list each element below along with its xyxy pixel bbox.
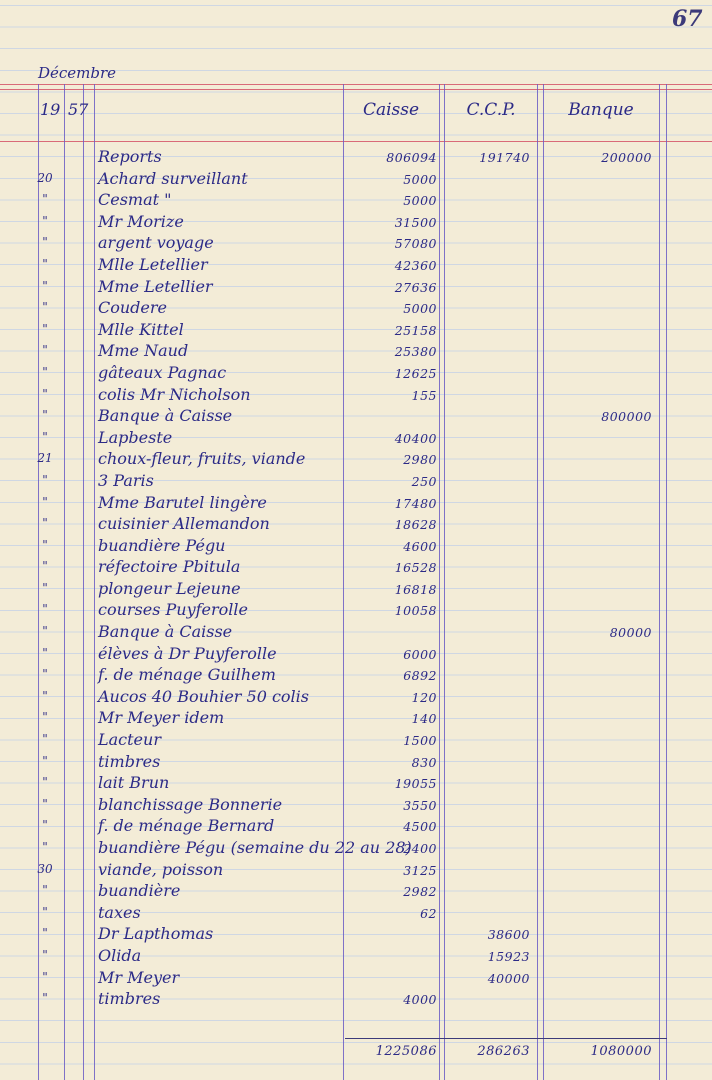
entry-label: f. de ménage Guilhem <box>98 665 276 685</box>
entry-label: Banque à Caisse <box>98 406 233 426</box>
entry-day: " <box>42 840 48 854</box>
column-header-ccp: C.C.P. <box>466 100 516 120</box>
entry-day: " <box>42 883 48 898</box>
entry-label: timbres <box>98 751 161 771</box>
entry-day: " <box>42 494 48 509</box>
ledger-row <box>0 556 712 578</box>
ledger-row <box>0 729 712 751</box>
entry-label: Mlle Kittel <box>98 319 184 339</box>
entry-caisse: 5000 <box>403 301 437 317</box>
entry-caisse: 5000 <box>403 193 437 209</box>
entry-label: gâteaux Pagnac <box>98 362 227 382</box>
entry-day: " <box>42 602 48 617</box>
entry-label: Mr Meyer idem <box>98 708 225 728</box>
ledger-row <box>0 340 712 362</box>
ledger-row <box>0 492 712 514</box>
entry-day: " <box>42 472 48 487</box>
ledger-row <box>0 319 712 341</box>
entry-caisse: 27636 <box>394 279 437 295</box>
entry-label: f. de ménage Bernard <box>98 816 275 836</box>
entry-day: " <box>42 516 48 531</box>
ledger-row <box>0 945 712 967</box>
entry-caisse: 10058 <box>394 603 437 619</box>
entry-day: " <box>42 645 48 660</box>
entry-banque: 80000 <box>609 625 652 641</box>
ledger-entries <box>0 146 712 1010</box>
ledger-row <box>0 599 712 621</box>
entry-day: " <box>42 947 48 962</box>
entry-label: colis Mr Nicholson <box>98 384 251 404</box>
column-header-caisse: Caisse <box>362 100 420 120</box>
entry-day: " <box>42 969 48 984</box>
ledger-row <box>0 859 712 881</box>
entry-day: " <box>42 775 48 790</box>
entry-label: réfectoire Pbitula <box>98 557 241 577</box>
column-header-banque: Banque <box>568 100 634 120</box>
entry-caisse: 42360 <box>394 257 437 273</box>
entry-caisse: 16818 <box>394 581 437 597</box>
entry-day: 20 <box>37 170 53 185</box>
entry-caisse: 4000 <box>403 992 437 1008</box>
entry-label: Reports <box>98 147 162 166</box>
red-rule-top-double <box>0 89 712 90</box>
entry-caisse: 2980 <box>403 452 437 468</box>
entry-day: " <box>42 256 48 271</box>
ledger-row <box>0 513 712 535</box>
entry-label: choux-fleur, fruits, viande <box>98 449 306 469</box>
entry-caisse: 57080 <box>394 236 437 252</box>
entry-caisse: 31500 <box>394 214 437 230</box>
entry-label: courses Puyferolle <box>98 600 249 620</box>
entry-day: " <box>42 624 48 639</box>
entry-label: Mlle Letellier <box>98 254 208 274</box>
entry-caisse: 4500 <box>403 819 437 835</box>
ledger-row <box>0 664 712 686</box>
ledger-row <box>0 448 712 470</box>
entry-label: buandière <box>98 881 181 901</box>
entry-day: " <box>42 753 48 768</box>
entry-caisse: 250 <box>411 473 437 489</box>
entry-label: timbres <box>98 989 161 1009</box>
entry-day: " <box>42 926 48 941</box>
entry-day: " <box>42 732 48 747</box>
ledger-row <box>0 254 712 276</box>
entry-day: " <box>42 321 48 336</box>
entry-label: Cesmat " <box>98 190 172 210</box>
ledger-row <box>0 470 712 492</box>
ledger-row <box>0 772 712 794</box>
total-rule <box>345 1038 667 1039</box>
ledger-row <box>0 686 712 708</box>
entry-day: " <box>42 192 48 207</box>
entry-ccp: 38600 <box>487 927 530 943</box>
ledger-row <box>0 988 712 1010</box>
page-number: 67 <box>672 6 703 32</box>
entry-day: " <box>42 710 48 725</box>
ledger-row <box>0 276 712 298</box>
entry-label: blanchissage Bonnerie <box>98 794 283 814</box>
ledger-row <box>0 146 712 168</box>
ledger-row <box>0 967 712 989</box>
year-last-digits: 57 <box>68 100 89 119</box>
entry-banque: 200000 <box>601 150 652 165</box>
ledger-row <box>0 384 712 406</box>
entry-day: " <box>42 300 48 315</box>
entry-day: " <box>42 796 48 811</box>
entry-day: " <box>42 429 48 444</box>
entry-caisse: 830 <box>411 754 437 770</box>
entry-day: " <box>42 343 48 358</box>
entry-label: Mme Barutel lingère <box>98 492 267 512</box>
entry-label: 3 Paris <box>98 470 154 490</box>
entry-day: 21 <box>37 451 53 466</box>
entry-day: 30 <box>37 861 53 876</box>
entry-day: " <box>42 688 48 703</box>
entry-ccp: 15923 <box>487 948 530 964</box>
entry-day: " <box>42 667 48 682</box>
ledger-row <box>0 837 712 859</box>
total-banque: 1080000 <box>590 1044 652 1059</box>
ledger-row <box>0 535 712 557</box>
entry-label: Mr Morize <box>98 211 184 231</box>
entry-label: argent voyage <box>98 233 214 253</box>
entry-label: buandière Pégu (semaine du 22 au 28) <box>98 838 412 857</box>
entry-banque: 800000 <box>601 409 652 425</box>
entry-day: " <box>42 580 48 595</box>
entry-label: viande, poisson <box>98 859 224 879</box>
entry-label: lait Brun <box>98 773 170 793</box>
entry-label: buandière Pégu <box>98 535 226 555</box>
ledger-row <box>0 751 712 773</box>
entry-label: Lapbeste <box>98 427 173 447</box>
entry-day: " <box>42 408 48 423</box>
entry-label: Mr Meyer <box>98 967 180 987</box>
entry-caisse: 18628 <box>394 517 437 533</box>
entry-caisse: 25158 <box>394 322 437 338</box>
entry-caisse: 62 <box>420 905 437 921</box>
month-label: Décembre <box>38 64 117 82</box>
total-caisse: 1225086 <box>375 1044 437 1059</box>
ledger-row <box>0 923 712 945</box>
entry-label: Banque à Caisse <box>98 622 233 642</box>
entry-caisse: 140 <box>411 711 437 727</box>
entry-day: " <box>42 386 48 401</box>
entry-label: Coudere <box>98 298 168 318</box>
entry-caisse: 5000 <box>403 171 437 187</box>
entry-day: " <box>42 991 48 1006</box>
entry-caisse: 25380 <box>394 344 437 360</box>
entry-day: " <box>42 818 48 833</box>
entry-caisse: 19055 <box>394 776 437 792</box>
entry-ccp: 191740 <box>479 150 530 165</box>
entry-caisse: 2400 <box>403 841 437 856</box>
ledger-row <box>0 643 712 665</box>
entry-day: " <box>42 364 48 379</box>
entry-caisse: 806094 <box>386 150 437 165</box>
entry-label: Olida <box>98 945 142 965</box>
entry-label: Lacteur <box>98 730 161 750</box>
entry-label: plongeur Lejeune <box>98 578 241 598</box>
entry-label: Aucos 40 Bouhier 50 colis <box>98 686 309 706</box>
ledger-row <box>0 902 712 924</box>
ledger-row <box>0 815 712 837</box>
entry-caisse: 120 <box>411 689 437 705</box>
entry-label: Dr Lapthomas <box>98 924 214 944</box>
ledger-row <box>0 297 712 319</box>
entry-caisse: 40400 <box>394 430 437 446</box>
ledger-row <box>0 211 712 233</box>
entry-caisse: 3550 <box>403 797 437 813</box>
ledger-row <box>0 189 712 211</box>
ledger-row <box>0 362 712 384</box>
red-rule-top <box>0 84 712 85</box>
entry-caisse: 1500 <box>403 733 437 749</box>
ledger-row <box>0 232 712 254</box>
entry-label: Mme Naud <box>98 341 189 361</box>
entry-day: " <box>42 235 48 250</box>
ledger-row <box>0 794 712 816</box>
entry-caisse: 6892 <box>403 668 437 684</box>
entry-day: " <box>42 559 48 574</box>
entry-day: " <box>42 904 48 919</box>
entry-caisse: 12625 <box>394 365 437 381</box>
total-ccp: 286263 <box>477 1044 530 1059</box>
ledger-row <box>0 578 712 600</box>
ledger-row <box>0 427 712 449</box>
entry-ccp: 40000 <box>487 970 530 986</box>
year-first-digits: 19 <box>40 100 61 119</box>
entry-day: " <box>42 537 48 552</box>
entry-day: " <box>42 278 48 293</box>
ledger-row <box>0 621 712 643</box>
red-rule-header <box>0 141 712 142</box>
ledger-row <box>0 405 712 427</box>
entry-label: cuisinier Allemandon <box>98 514 270 534</box>
entry-caisse: 2982 <box>403 884 437 900</box>
entry-caisse: 17480 <box>394 495 437 511</box>
entry-label: taxes <box>98 902 141 922</box>
ledger-row <box>0 168 712 190</box>
entry-caisse: 6000 <box>403 646 437 662</box>
entry-caisse: 16528 <box>394 560 437 576</box>
entry-label: Mme Letellier <box>98 276 213 296</box>
entry-caisse: 4600 <box>403 538 437 554</box>
entry-label: Achard surveillant <box>98 168 248 188</box>
ledger-row <box>0 880 712 902</box>
entry-day: " <box>42 213 48 228</box>
entry-caisse: 3125 <box>403 862 437 878</box>
entry-label: élèves à Dr Puyferolle <box>98 643 277 663</box>
entry-caisse: 155 <box>411 387 437 403</box>
ledger-row <box>0 707 712 729</box>
